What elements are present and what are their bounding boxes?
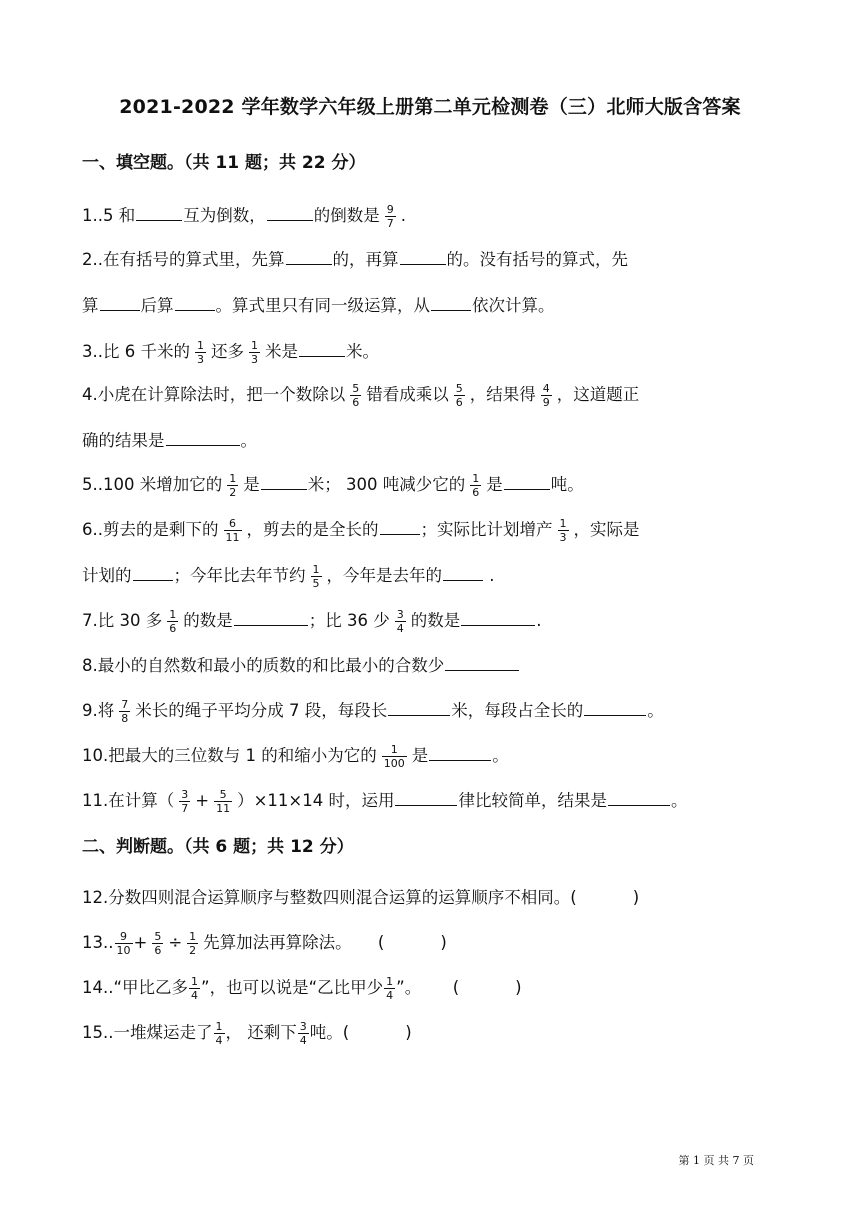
answer-blank[interactable] bbox=[299, 338, 345, 357]
question-13: 13.. $\frac{9}{10}$ + $\frac{5}{6}$ ÷ $\frac{1}{2}$ 先算加法再算除法。 ( ) bbox=[82, 930, 447, 957]
fraction: $\frac{1}{2}$ bbox=[229, 472, 237, 499]
section-fill-in: 一、填空题。（共 11 题；共 22 分） bbox=[82, 153, 366, 173]
question-12: 12.分数四则混合运算顺序与整数四则混合运算的运算顺序不相同。( ) bbox=[82, 888, 640, 907]
question-15: 15..一堆煤运走了 $\frac{1}{4}$ ， 还剩下 $\frac{3}{4}$ 吨。( ) bbox=[82, 1020, 412, 1047]
fraction: $\frac{5}{6}$ bbox=[154, 930, 162, 957]
question-6-line-1: 6..剪去的是剩下的 $\frac{6}{11}$ ，剪去的是全长的 ；实际比计划增产 $\frac{1}{3}$ ，实际是 bbox=[82, 517, 640, 544]
question-10: 10.把最大的三位数与 1 的和缩小为它的 $\frac{1}{100}$ 是 。 bbox=[82, 743, 509, 770]
answer-blank[interactable] bbox=[443, 562, 483, 581]
question-8: 8.最小的自然数和最小的质数的和比最小的合数少 bbox=[82, 652, 520, 678]
fraction: $\frac{3}{7}$ bbox=[181, 788, 189, 815]
answer-blank[interactable] bbox=[136, 202, 182, 221]
answer-blank[interactable] bbox=[504, 471, 550, 490]
answer-blank[interactable] bbox=[584, 697, 646, 716]
fraction: $\frac{1}{3}$ bbox=[196, 339, 204, 366]
answer-blank[interactable] bbox=[175, 292, 215, 311]
fraction: $\frac{9}{10}$ bbox=[116, 930, 131, 957]
answer-blank[interactable] bbox=[166, 427, 240, 446]
fraction: $\frac{1}{4}$ bbox=[191, 975, 199, 1002]
fraction: $\frac{1}{4}$ bbox=[215, 1020, 223, 1047]
fraction: $\frac{3}{4}$ bbox=[299, 1020, 307, 1047]
answer-blank[interactable] bbox=[400, 246, 446, 265]
answer-blank[interactable] bbox=[380, 516, 420, 535]
page-title: 2021-2022 学年数学六年级上册第二单元检测卷（三）北师大版含答案 bbox=[119, 96, 741, 118]
section-true-false: 二、判断题。（共 6 题；共 12 分） bbox=[82, 837, 354, 857]
fraction: $\frac{1}{3}$ bbox=[250, 339, 258, 366]
answer-blank[interactable] bbox=[608, 787, 670, 806]
question-3: 3..比 6 千米的 $\frac{1}{3}$ 还多 $\frac{1}{3}$ 米是 米。 bbox=[82, 339, 379, 366]
page-footer: 第 1 页 共 7 页 bbox=[678, 1154, 754, 1167]
answer-blank[interactable] bbox=[133, 562, 173, 581]
question-5: 5..100 米增加它的 $\frac{1}{2}$ 是 米； 300 吨减少它的 $\frac{1}{6}$ 是 吨。 bbox=[82, 472, 584, 499]
fraction: $\frac{3}{4}$ bbox=[396, 608, 404, 635]
fraction: $\frac{7}{8}$ bbox=[121, 698, 129, 725]
answer-blank[interactable] bbox=[395, 787, 457, 806]
fraction: $\frac{6}{11}$ bbox=[225, 517, 240, 544]
fraction: $\frac{1}{5}$ bbox=[312, 563, 320, 590]
fraction: $\frac{1}{6}$ bbox=[169, 608, 177, 635]
question-4-line-1: 4.小虎在计算除法时，把一个数除以 $\frac{5}{6}$ 错看成乘以 $\frac{5}{6}$ ，结果得 $\frac{4}{9}$ ，这道题正 bbox=[82, 382, 640, 409]
question-2-line-2: 算 后算 。算式里只有同一级运算，从 依次计算。 bbox=[82, 292, 555, 318]
fraction: $\frac{5}{6}$ bbox=[455, 382, 463, 409]
fraction: $\frac{1}{3}$ bbox=[559, 517, 567, 544]
question-14: 14..“甲比乙多 $\frac{1}{4}$ ”，也可以说是“乙比甲少 $\frac{1}{4}$ ”。 ( ) bbox=[82, 975, 522, 1002]
question-6-line-2: 计划的 ；今年比去年节约 $\frac{1}{5}$ ，今年是去年的 . bbox=[82, 563, 495, 590]
answer-blank[interactable] bbox=[388, 697, 450, 716]
fraction: $\frac{9}{7}$ bbox=[386, 203, 394, 230]
answer-blank[interactable] bbox=[234, 607, 308, 626]
fraction: $\frac{5}{6}$ bbox=[352, 382, 360, 409]
answer-blank[interactable] bbox=[429, 742, 491, 761]
fraction: $\frac{1}{4}$ bbox=[386, 975, 394, 1002]
question-4-line-2: 确的结果是 。 bbox=[82, 427, 257, 453]
question-9: 9.将 $\frac{7}{8}$ 米长的绳子平均分成 7 段，每段长 米，每段占全长的 。 bbox=[82, 698, 664, 725]
question-11: 11.在计算（ $\frac{3}{7}$ + $\frac{5}{11}$ ）×11×14 时，运用 律比较简单，结果是 。 bbox=[82, 788, 688, 815]
fraction: $\frac{4}{9}$ bbox=[542, 382, 550, 409]
question-2-line-1: 2..在有括号的算式里，先算 的，再算 的。没有括号的算式，先 bbox=[82, 246, 628, 272]
fraction: $\frac{1}{6}$ bbox=[472, 472, 480, 499]
question-7: 7.比 30 多 $\frac{1}{6}$ 的数是 ；比 36 少 $\frac{3}{4}$ 的数是 . bbox=[82, 608, 542, 635]
answer-blank[interactable] bbox=[431, 292, 471, 311]
answer-blank[interactable] bbox=[100, 292, 140, 311]
answer-blank[interactable] bbox=[461, 607, 535, 626]
answer-blank[interactable] bbox=[445, 652, 519, 671]
fraction: $\frac{1}{2}$ bbox=[189, 930, 197, 957]
answer-blank[interactable] bbox=[261, 471, 307, 490]
fraction: $\frac{5}{11}$ bbox=[216, 788, 231, 815]
answer-blank[interactable] bbox=[267, 202, 313, 221]
fraction: $\frac{1}{100}$ bbox=[383, 743, 405, 770]
question-1: 1..5 和 互为倒数， 的倒数是 $\frac{9}{7}$ . bbox=[82, 203, 406, 230]
answer-blank[interactable] bbox=[286, 246, 332, 265]
